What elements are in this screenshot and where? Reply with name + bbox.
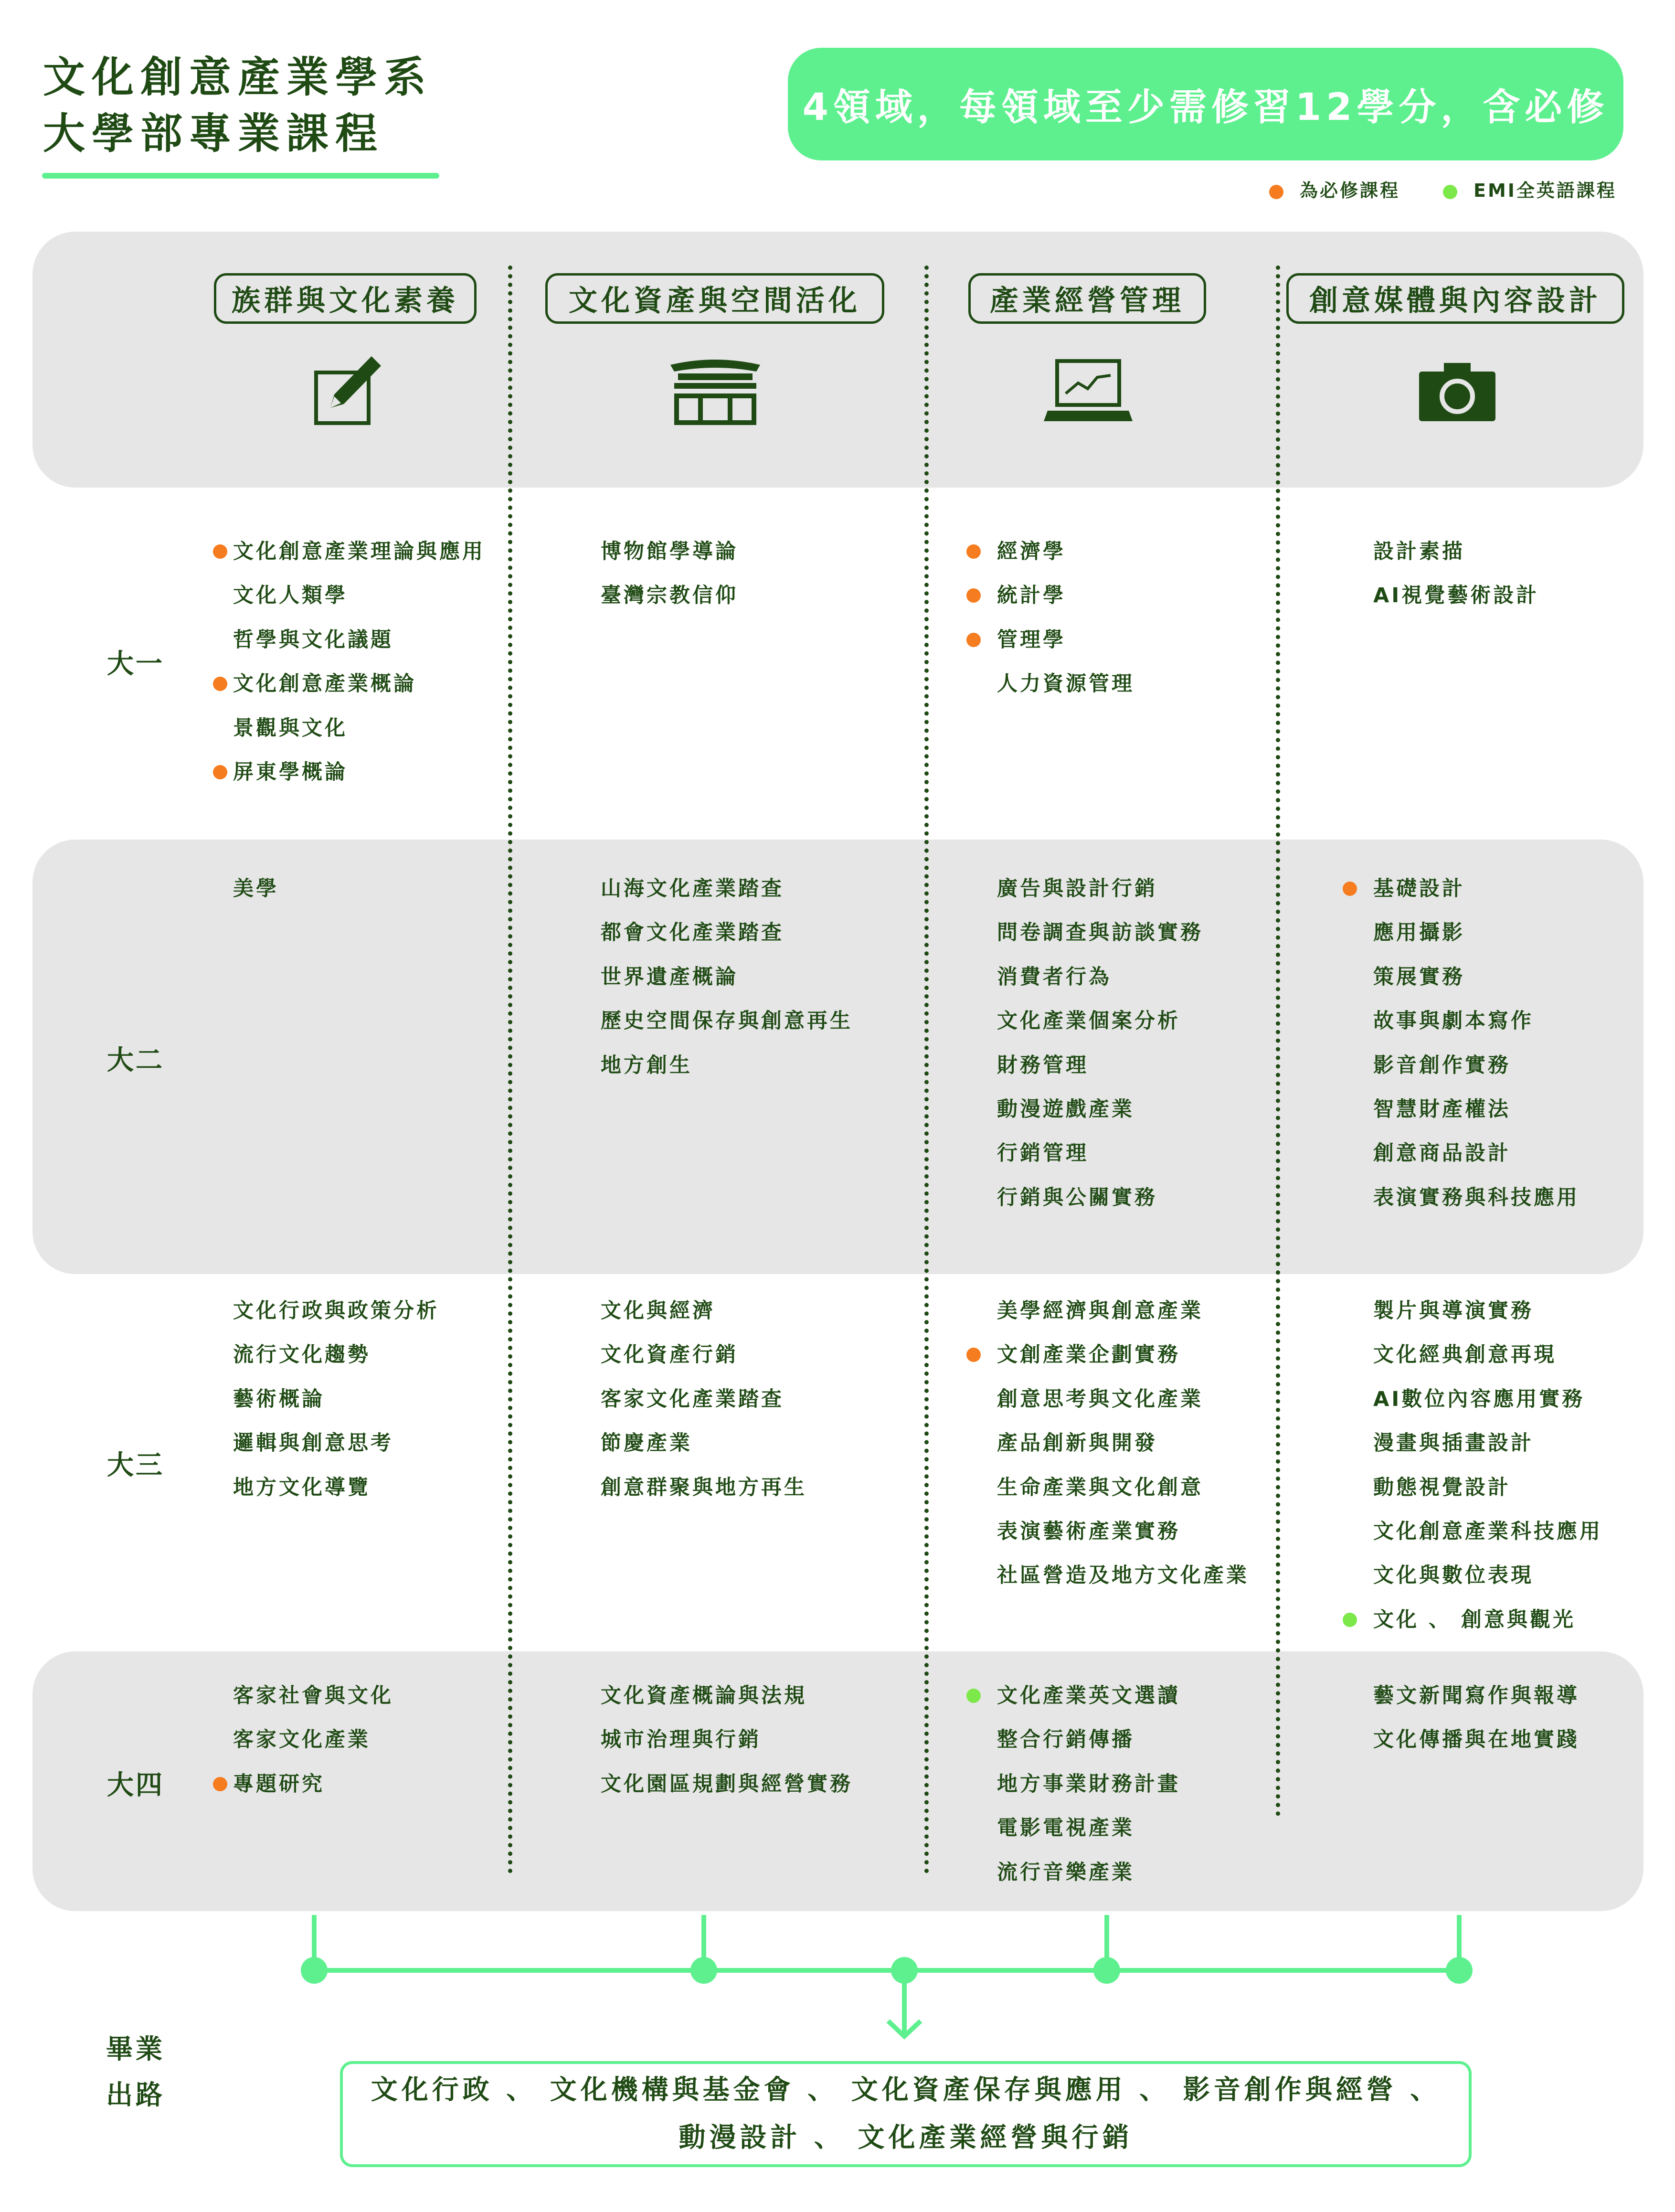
legend-emi-label: EMI全英語課程 <box>1474 180 1617 201</box>
course-item: 文化經典創意再現 <box>1373 1343 1557 1367</box>
year-label-3: 大三 <box>107 1450 164 1481</box>
career-paths-line2: 動漫設計 、 文化產業經營與行銷 <box>678 2122 1133 2153</box>
course-item: 文化資產行銷 <box>601 1343 738 1367</box>
column-separator <box>508 266 512 1874</box>
course-item: 城市治理與行銷 <box>601 1728 761 1752</box>
title-underline <box>42 173 439 179</box>
category-creative-media: 創意媒體與內容設計 <box>1286 273 1624 324</box>
course-item: 景觀與文化 <box>233 716 348 740</box>
course-item: 漫畫與插畫設計 <box>1373 1431 1534 1456</box>
course-item: 文化創意產業理論與應用 <box>233 540 485 564</box>
course-item: 人力資源管理 <box>997 672 1134 696</box>
course-item: 電影電視產業 <box>997 1816 1134 1840</box>
course-item: 哲學與文化議題 <box>233 627 393 652</box>
course-item: 統計學 <box>997 584 1066 608</box>
column-separator <box>1276 266 1280 1817</box>
course-item: 文化 、 創意與觀光 <box>1373 1607 1576 1632</box>
requirement-banner: 4領域，每領域至少需修習12學分，含必修 <box>788 48 1623 160</box>
course-item: 策展實務 <box>1373 965 1465 989</box>
course-item: 文化傳播與在地實踐 <box>1373 1728 1580 1752</box>
course-item: 文化資產概論與法規 <box>601 1684 807 1708</box>
pencil-square-icon <box>311 349 383 426</box>
legend-required <box>1269 176 1400 202</box>
course-item: 地方創生 <box>601 1053 692 1077</box>
course-item: 生命產業與文化創意 <box>997 1475 1203 1499</box>
career-label-line2: 出路 <box>106 2080 165 2111</box>
course-item: 經濟學 <box>997 540 1066 564</box>
course-item: 客家社會與文化 <box>233 1684 393 1708</box>
course-item: 文化與經濟 <box>601 1299 715 1323</box>
career-paths-box <box>340 2061 1472 2167</box>
course-item: 財務管理 <box>997 1053 1089 1077</box>
course-item: 文化行政與政策分析 <box>233 1299 439 1323</box>
course-item: 文化園區規劃與經營實務 <box>601 1772 853 1796</box>
required-dot-icon <box>213 1777 227 1791</box>
course-item: 創意群聚與地方再生 <box>601 1475 807 1499</box>
course-item: 管理學 <box>997 627 1066 652</box>
required-dot-icon <box>213 677 227 691</box>
required-dot-icon <box>966 1348 981 1362</box>
course-item: 行銷與公關實務 <box>997 1185 1157 1210</box>
career-label-line1: 畢業 <box>106 2034 165 2065</box>
header-band <box>32 232 1643 488</box>
course-item: 博物館學導論 <box>601 540 738 564</box>
course-item: 文化產業英文選讀 <box>997 1684 1180 1708</box>
course-item: 影音創作實務 <box>1373 1053 1511 1077</box>
course-item: 節慶產業 <box>601 1431 692 1456</box>
page-subtitle: 大學部專業課程 <box>43 109 384 158</box>
course-item: 歷史空間保存與創意再生 <box>601 1009 853 1033</box>
course-item: 客家文化產業 <box>233 1728 371 1752</box>
course-item: 智慧財產權法 <box>1373 1097 1511 1121</box>
course-item: 美學經濟與創意產業 <box>997 1299 1203 1323</box>
legend-emi <box>1443 176 1617 202</box>
category-industry-management: 產業經營管理 <box>968 273 1206 324</box>
course-item: 文化創意產業科技應用 <box>1373 1520 1602 1543</box>
course-item: AI視覺藝術設計 <box>1373 584 1539 608</box>
course-item: 藝文新聞寫作與報導 <box>1373 1684 1580 1708</box>
course-item: 整合行銷傳播 <box>997 1728 1134 1752</box>
legend-required-label: 為必修課程 <box>1300 180 1400 201</box>
course-item: 都會文化產業踏查 <box>601 921 784 945</box>
course-item: 文化與數位表現 <box>1373 1563 1534 1588</box>
course-item: 動態視覺設計 <box>1373 1475 1511 1499</box>
course-item: 專題研究 <box>233 1772 325 1796</box>
required-dot-icon <box>213 765 227 779</box>
course-item: 問卷調查與訪談實務 <box>997 921 1203 945</box>
category-ethnic-culture: 族群與文化素養 <box>214 273 477 324</box>
course-item: 創意思考與文化產業 <box>997 1387 1203 1411</box>
laptop-chart-icon <box>1044 357 1133 424</box>
course-item: 應用攝影 <box>1373 921 1465 945</box>
course-item: 表演實務與科技應用 <box>1373 1185 1580 1210</box>
course-item: 基礎設計 <box>1373 877 1465 901</box>
course-item: 地方事業財務計畫 <box>997 1772 1180 1796</box>
course-item: 文化產業個案分析 <box>997 1009 1180 1033</box>
course-item: 故事與劇本寫作 <box>1373 1009 1534 1033</box>
course-item: 藝術概論 <box>233 1387 325 1411</box>
course-item: 流行音樂產業 <box>997 1860 1134 1884</box>
course-item: 行銷管理 <box>997 1141 1089 1166</box>
course-item: 邏輯與創意思考 <box>233 1431 393 1456</box>
course-item: 消費者行為 <box>997 965 1112 989</box>
course-item: 美學 <box>233 877 279 901</box>
course-item: 臺灣宗教信仰 <box>601 584 738 608</box>
orange-dot-icon <box>1269 185 1283 199</box>
course-item: 文創產業企劃實務 <box>997 1343 1180 1367</box>
course-item: 文化創意產業概論 <box>233 672 416 696</box>
career-connector <box>0 1915 1675 2063</box>
career-paths-line1: 文化行政 、 文化機構與基金會 、 文化資產保存與應用 、 影音創作與經營 、 <box>371 2074 1441 2106</box>
required-dot-icon <box>966 633 981 647</box>
required-dot-icon <box>966 544 981 559</box>
emi-dot-icon <box>1343 1613 1357 1627</box>
required-dot-icon <box>1343 882 1357 896</box>
course-item: 動漫遊戲產業 <box>997 1097 1134 1121</box>
course-item: 產品創新與開發 <box>997 1431 1157 1456</box>
course-item: 廣告與設計行銷 <box>997 877 1157 901</box>
career-label <box>106 2027 165 2118</box>
course-item: 屏東學概論 <box>233 760 348 784</box>
required-dot-icon <box>213 544 227 559</box>
course-item: 文化人類學 <box>233 584 348 608</box>
course-item: AI數位內容應用實務 <box>1373 1387 1585 1411</box>
emi-dot-icon <box>966 1689 981 1703</box>
camera-icon <box>1419 359 1495 421</box>
course-item: 表演藝術產業實務 <box>997 1520 1180 1543</box>
course-item: 地方文化導覽 <box>233 1475 371 1499</box>
year-label-2: 大二 <box>107 1045 164 1076</box>
course-item: 製片與導演實務 <box>1373 1299 1534 1323</box>
course-item: 山海文化產業踏查 <box>601 877 784 901</box>
temple-icon <box>668 354 763 426</box>
course-item: 社區營造及地方文化產業 <box>997 1563 1249 1588</box>
course-item: 客家文化產業踏查 <box>601 1387 784 1411</box>
required-dot-icon <box>966 588 981 603</box>
category-cultural-heritage: 文化資產與空間活化 <box>545 273 884 324</box>
column-separator <box>924 266 929 1874</box>
course-item: 流行文化趨勢 <box>233 1343 371 1367</box>
year-label-1: 大一 <box>107 649 164 680</box>
course-item: 世界遺產概論 <box>601 965 738 989</box>
course-item: 創意商品設計 <box>1373 1141 1511 1166</box>
year-label-4: 大四 <box>107 1770 164 1801</box>
page-title: 文化創意產業學系 <box>43 53 433 102</box>
green-dot-icon <box>1443 185 1457 199</box>
course-item: 設計素描 <box>1373 540 1465 564</box>
